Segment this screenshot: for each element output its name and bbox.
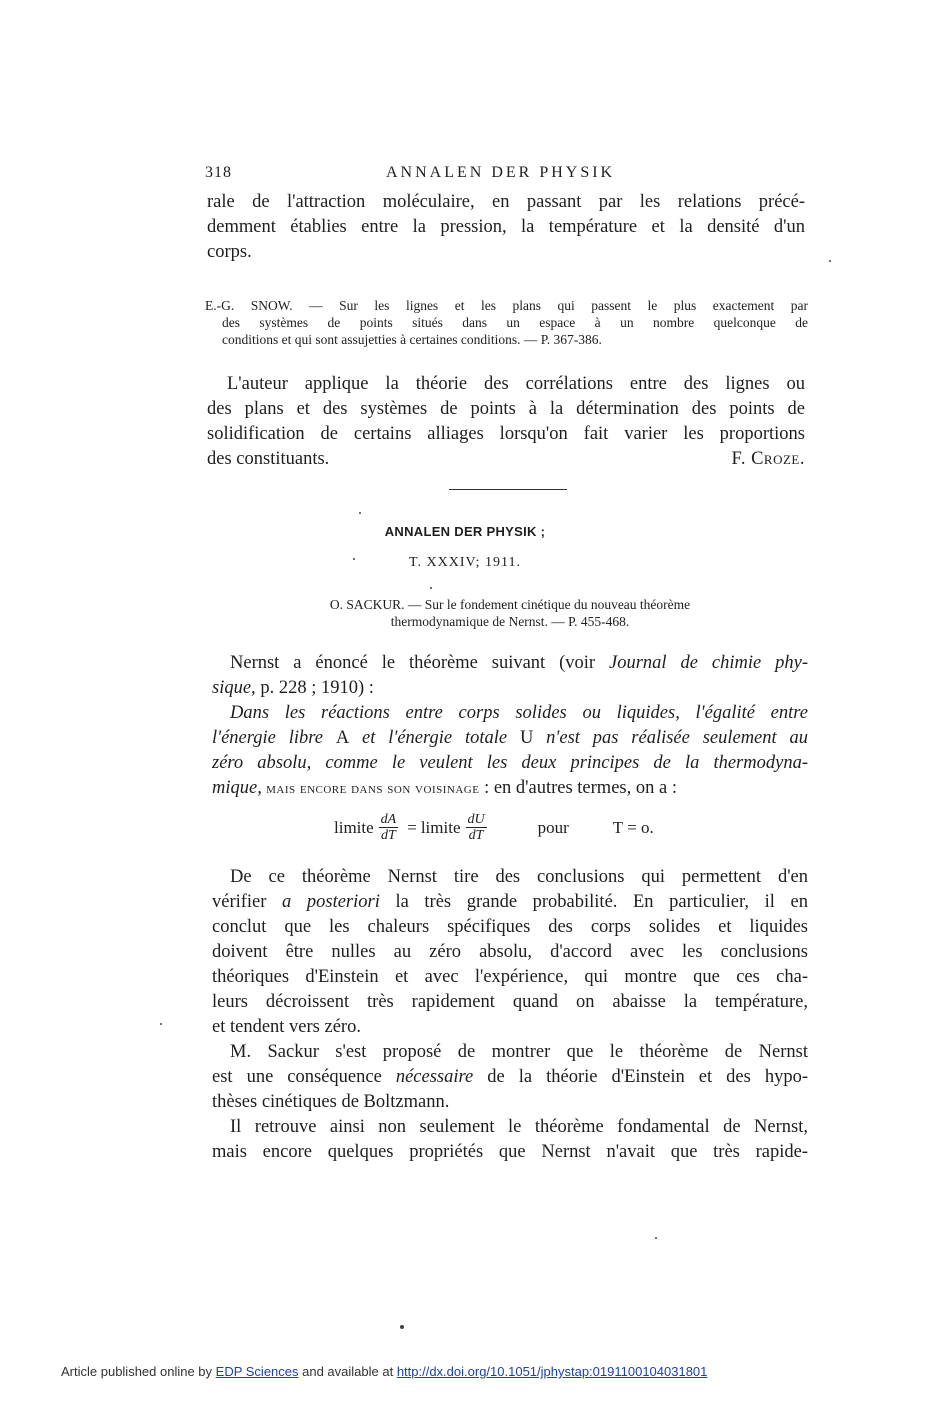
equation	[334, 812, 654, 843]
text-line: zéro absolu, comme le veulent les deux principes de la thermodyna-	[212, 753, 808, 773]
ref-line: des systèmes de points situés dans un espace à un nombre quelconque de	[222, 315, 808, 330]
speck-mark	[359, 512, 361, 514]
symbol-A: A	[335, 728, 350, 748]
author-signature: F. Croze.	[731, 449, 805, 469]
text-line: mais encore quelques propriétés que Nernst n'avait que très rapide-	[212, 1142, 808, 1162]
text-line	[212, 890, 808, 915]
italic-span: nécessaire	[395, 1067, 474, 1087]
paragraph-conclusions	[212, 865, 808, 1040]
text-line	[212, 676, 808, 701]
text-span: n'est pas réalisée seulement au	[533, 728, 809, 748]
text-line: et tendent vers zéro.	[212, 1017, 361, 1037]
text-line: leurs décroissent très rapidement quand on abaisse la température,	[212, 992, 808, 1012]
text-span: p. 228 ; 1910) :	[255, 678, 374, 698]
text-line	[212, 651, 808, 676]
speck-mark	[160, 1023, 162, 1025]
text-line: rale de l'attraction moléculaire, en passant par les relations précé-	[207, 192, 805, 212]
text-line	[212, 1065, 808, 1090]
numerator: dA	[380, 812, 397, 827]
publication-footer	[61, 1364, 707, 1379]
denominator: dT	[381, 828, 396, 843]
reference-sackur	[250, 596, 770, 630]
italic-span: mique,	[212, 778, 262, 798]
journal-volume: T. XXXIV; 1911.	[409, 555, 521, 570]
text-line	[212, 776, 808, 802]
equals-sign: =	[407, 817, 417, 837]
pour-word: pour	[537, 817, 569, 837]
paragraph-continuation	[207, 190, 805, 265]
page-number: 318	[205, 164, 232, 181]
speck-mark	[353, 558, 355, 560]
small-caps-span: mais encore dans son voisinage	[261, 781, 480, 797]
footer-middle: and available at	[298, 1364, 397, 1379]
paragraph-summary-snow	[207, 372, 805, 472]
text-line: demment établies entre la pression, la température et la densité d'un	[207, 217, 805, 237]
text-span: est une conséquence	[212, 1067, 396, 1087]
text-line: thèses cinétiques de Boltzmann.	[212, 1092, 450, 1112]
speck-mark	[655, 1237, 657, 1239]
text-line: des plans et des systèmes de points à la détermination des points de	[207, 399, 805, 419]
publisher-link[interactable]: EDP Sciences	[215, 1364, 299, 1379]
text-span: vérifier	[212, 892, 283, 912]
text-span: Nernst a énoncé le théorème suivant (voir	[230, 653, 610, 673]
text-line: doivent être nulles au zéro absolu, d'accord avec les conclusions	[212, 942, 808, 962]
limit-word: limite	[420, 817, 461, 837]
italic-span: sique,	[212, 678, 256, 698]
condition: T = o.	[612, 817, 654, 837]
fraction-dA-dT	[379, 812, 399, 843]
text-span: la très grande probabilité. En particulier, il en	[379, 892, 808, 912]
section-divider	[449, 489, 567, 490]
text-line: Il retrouve ainsi non seulement le théorème fondamental de Nernst,	[230, 1117, 808, 1137]
speck-mark	[400, 1325, 404, 1329]
text-line: conclut que les chaleurs spécifiques des corps solides et liquides	[212, 917, 808, 937]
italic-span: Journal de chimie phy-	[609, 653, 809, 673]
paragraph-retrouve	[212, 1115, 808, 1165]
speck-mark	[829, 260, 831, 262]
paragraph-sackur	[212, 1040, 808, 1115]
paragraph-nernst-intro	[212, 651, 808, 701]
ref-line: conditions et qui sont assujetties à certaines conditions. — P. 367-386.	[222, 332, 602, 347]
limit-word: limite	[334, 817, 374, 837]
italic-span: a posteriori	[282, 892, 380, 912]
text-line: corps.	[207, 242, 252, 262]
numerator: dU	[467, 812, 485, 827]
text-span: : en d'autres termes, on a :	[479, 778, 677, 798]
theorem-statement	[212, 701, 808, 802]
symbol-U: U	[519, 728, 534, 748]
text-line: De ce théorème Nernst tire des conclusions qui permettent d'en	[230, 867, 808, 887]
denominator: dT	[468, 828, 484, 843]
doi-link[interactable]: http://dx.doi.org/10.1051/jphystap:0191100104031801	[396, 1364, 708, 1379]
text-line: M. Sackur s'est proposé de montrer que le théorème de Nernst	[230, 1042, 808, 1062]
text-line: théoriques d'Einstein et avec l'expérience, qui montre que ces cha-	[212, 967, 808, 987]
text-line: Dans les réactions entre corps solides ou liquides, l'égalité entre	[230, 703, 808, 723]
journal-title: ANNALEN DER PHYSIK ;	[384, 524, 546, 539]
text-line: solidification de certains alliages lorsqu'on fait varier les proportions	[207, 424, 805, 444]
running-head: ANNALEN DER PHYSIK	[386, 164, 616, 181]
text-span: de la théorie d'Einstein et des hypo-	[473, 1067, 808, 1087]
text-line: L'auteur applique la théorie des corrélations entre des lignes ou	[227, 374, 805, 394]
text-line	[212, 726, 808, 751]
text-line: des constituants.	[207, 449, 330, 469]
ref-line: E.-G. SNOW. — Sur les lignes et les plans qui passent le plus exactement par	[205, 298, 808, 313]
reference-snow	[205, 297, 808, 348]
footer-prefix: Article published online by	[61, 1364, 216, 1379]
ref-line: thermodynamique de Nernst. — P. 455-468.	[390, 614, 630, 629]
speck-mark	[430, 587, 432, 589]
text-span: l'énergie libre	[212, 728, 336, 748]
fraction-dU-dT	[466, 812, 487, 843]
ref-line: O. SACKUR. — Sur le fondement cinétique du nouveau théorème	[329, 597, 691, 612]
last-line-with-signature	[207, 447, 805, 472]
text-span: et l'énergie totale	[349, 728, 520, 748]
